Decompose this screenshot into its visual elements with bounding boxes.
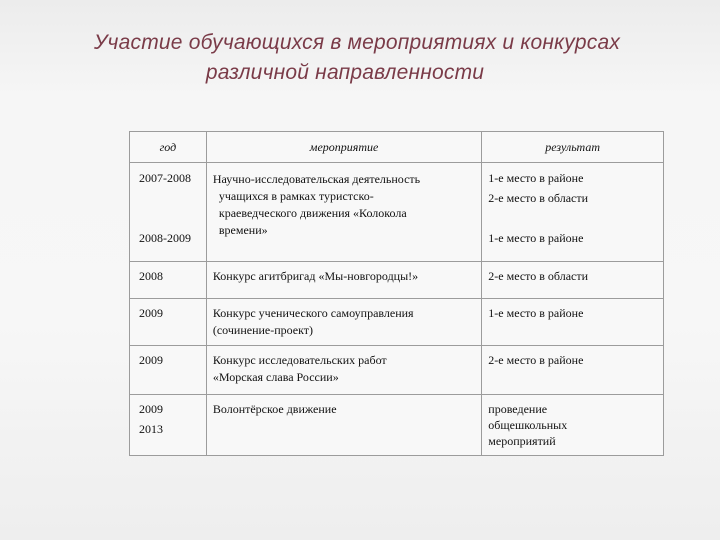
event-line: «Морская слава России» <box>212 370 339 384</box>
year-value: 2009 <box>139 402 163 416</box>
event-line: краеведческого движения «Колокола <box>218 206 407 220</box>
year-cell <box>130 299 207 346</box>
events-table <box>129 131 664 456</box>
year-cell <box>130 346 207 395</box>
result-value: общешкольных <box>488 418 568 432</box>
title-line-2: различной направленности <box>205 61 485 84</box>
year-value: 2007-2008 <box>139 171 191 185</box>
table-row <box>130 163 664 262</box>
result-value: 2-е место в районе <box>488 353 584 367</box>
header-result: результат <box>482 132 664 163</box>
header-event: мероприятие <box>206 132 481 163</box>
result-cell <box>482 299 664 346</box>
event-cell <box>206 163 481 262</box>
table-row <box>130 262 664 299</box>
result-value: мероприятий <box>488 434 556 448</box>
event-line: Конкурс агитбригад «Мы-новгородцы!» <box>212 269 419 283</box>
event-cell <box>206 346 481 395</box>
year-value: 2008-2009 <box>139 231 191 245</box>
result-value: 2-е место в области <box>488 191 589 205</box>
event-cell <box>206 395 481 456</box>
table-row <box>130 346 664 395</box>
event-line: Волонтёрское движение <box>212 402 337 416</box>
year-value: 2009 <box>139 306 163 320</box>
table-row <box>130 395 664 456</box>
year-value: 2013 <box>139 422 163 436</box>
table-row <box>130 299 664 346</box>
event-line: учащихся в рамках туристско- <box>218 189 374 203</box>
event-line: (сочинение-проект) <box>212 323 314 337</box>
result-cell <box>482 346 664 395</box>
result-value: проведение <box>488 402 548 416</box>
event-line: Конкурс ученического самоуправления <box>212 306 414 320</box>
result-value: 1-е место в районе <box>488 231 584 245</box>
title-line-1: Участие обучающихся в мероприятиях и конкурсах <box>93 31 621 54</box>
event-line: Конкурс исследовательских работ <box>212 353 387 367</box>
result-cell <box>482 395 664 456</box>
result-value: 1-е место в районе <box>488 306 584 320</box>
year-value: 2009 <box>139 353 163 367</box>
year-cell <box>130 163 207 262</box>
event-line: Научно-исследовательская деятельность <box>212 172 421 186</box>
header-year: год <box>130 132 207 163</box>
year-value: 2008 <box>139 269 163 283</box>
result-cell <box>482 262 664 299</box>
result-value: 2-е место в области <box>488 269 589 283</box>
event-line: времени» <box>218 223 268 237</box>
result-cell <box>482 163 664 262</box>
event-cell <box>206 262 481 299</box>
event-cell <box>206 299 481 346</box>
table-header-row <box>130 132 664 163</box>
year-cell <box>130 395 207 456</box>
slide-title <box>0 28 720 88</box>
result-value: 1-е место в районе <box>488 171 584 185</box>
year-cell <box>130 262 207 299</box>
